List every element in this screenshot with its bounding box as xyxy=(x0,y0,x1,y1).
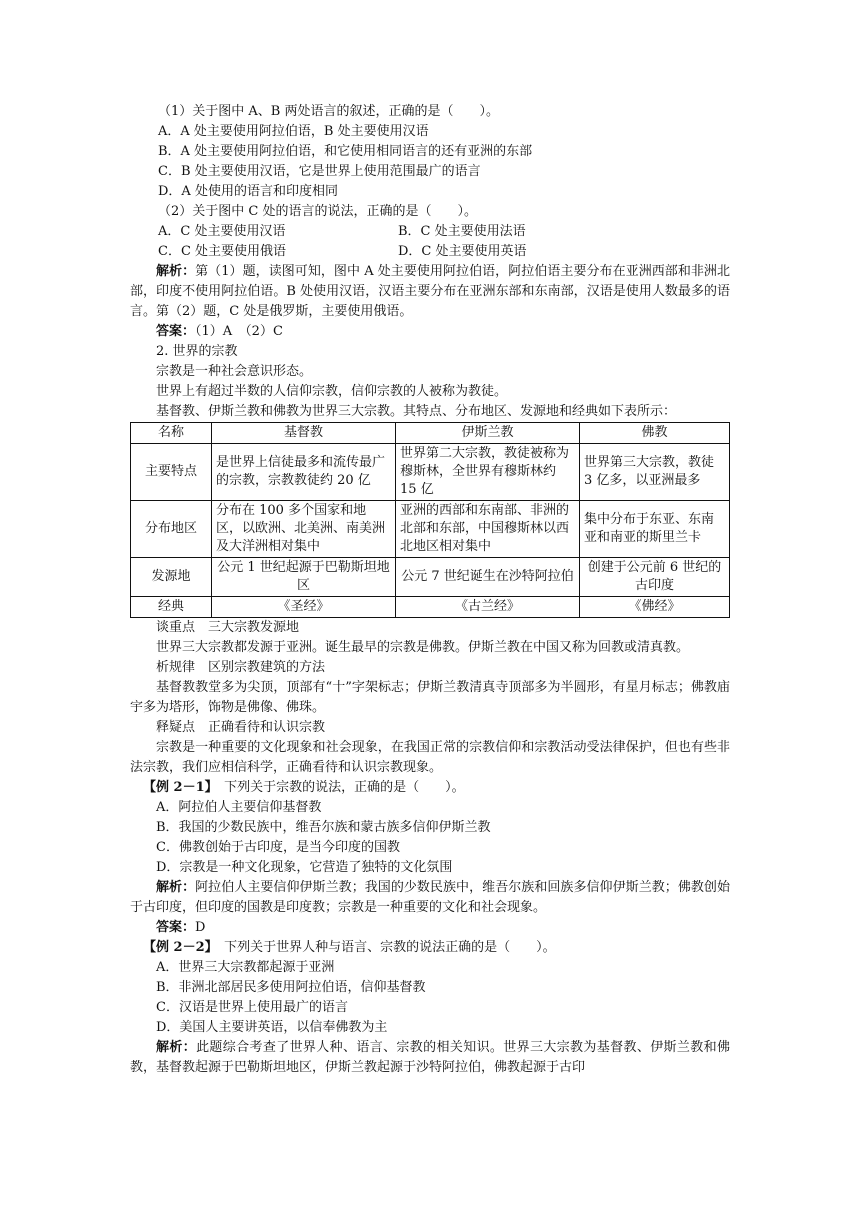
table-cell: 《佛经》 xyxy=(580,597,730,618)
analysis-label: 解析： xyxy=(156,264,196,279)
table-cell: 《古兰经》 xyxy=(396,597,580,618)
example-2-2-option-c: C．汉语是世界上使用最广的语言 xyxy=(156,1000,348,1015)
example-2-2-option-b: B．非洲北部居民多使用阿拉伯语，信仰基督教 xyxy=(156,980,426,995)
example-2-2-option-d: D．美国人主要讲英语，以信奉佛教为主 xyxy=(156,1020,388,1035)
question-1-option-b: B．A 处主要使用阿拉伯语，和它使用相同语言的还有亚洲的东部 xyxy=(158,144,533,159)
example-2-1-stem xyxy=(130,778,730,798)
table-cell: 世界第三大宗教，教徒 3 亿多，以亚洲最多 xyxy=(580,444,730,501)
table-row-name: 分布地区 xyxy=(131,501,212,558)
table-cell: 《圣经》 xyxy=(212,597,396,618)
table-cell: 是世界上信徒最多和流传最广的宗教，宗教教徒约 20 亿 xyxy=(212,444,396,501)
table-cell: 集中分布于东亚、东南亚和南亚的斯里兰卡 xyxy=(580,501,730,558)
question-2-options-row-1 xyxy=(130,222,730,242)
table-cell: 亚洲的西部和东南部、非洲的北部和东部，中国穆斯林以西北地区相对集中 xyxy=(396,501,580,558)
table-header: 伊斯兰教 xyxy=(396,423,580,444)
doubt-text: 宗教是一种重要的文化现象和社会现象，在我国正常的宗教信仰和宗教活动受法律保护，但也有些非法宗教，我们应相信科学，正确看待和认识宗教现象。 xyxy=(130,740,730,775)
question-2-stem: （2）关于图中 C 处的语言的说法，正确的是（ ）。 xyxy=(158,204,477,219)
question-2-option-d: D．C 处主要使用英语 xyxy=(398,244,527,259)
example-2-1-option-c: C．佛教创始于古印度，是当今印度的国教 xyxy=(156,840,400,855)
section-2-paragraph-2: 世界上有超过半数的人信仰宗教，信仰宗教的人被称为教徒。 xyxy=(156,384,508,399)
example-2-2-analysis xyxy=(130,1038,730,1078)
analysis-text: 第（1）题，读图可知，图中 A 处主要使用阿拉伯语，阿拉伯语主要分布在亚洲西部和非洲北部，印度不使用阿拉伯语。B 处使用汉语，汉语主要分布在亚洲东部和东南部，汉语是使用人数最多的语言。第（2）题，C 处是俄罗斯，主要使用俄语。 xyxy=(130,264,730,319)
doubt-title: 释疑点 正确看待和认识宗教 xyxy=(156,720,326,735)
table-cell: 公元 7 世纪诞生在沙特阿拉伯 xyxy=(396,558,580,597)
table-cell: 创建于公元前 6 世纪的古印度 xyxy=(580,558,730,597)
analysis-text: 此题综合考查了世界人种、语言、宗教的相关知识。世界三大宗教为基督教、伊斯兰教和佛教，基督教起源于巴勒斯坦地区，伊斯兰教起源于沙特阿拉伯，佛教起源于古印 xyxy=(130,1040,730,1075)
example-2-2-stem xyxy=(130,938,730,958)
document-page xyxy=(130,102,730,1078)
table-row xyxy=(131,444,730,501)
example-2-2-option-a: A．世界三大宗教都起源于亚洲 xyxy=(156,960,335,975)
question-1-stem: （1）关于图中 A、B 两处语言的叙述，正确的是（ ）。 xyxy=(158,104,499,119)
key-point-text: 世界三大宗教都发源于亚洲。诞生最早的宗教是佛教。伊斯兰教在中国又称为回教或清真教。 xyxy=(156,640,690,655)
analysis-label: 解析： xyxy=(156,1040,197,1055)
table-row-name: 经典 xyxy=(131,597,212,618)
example-2-1-option-a: A．阿拉伯人主要信仰基督教 xyxy=(156,800,322,815)
analysis-1 xyxy=(130,262,730,322)
example-2-1-option-b: B．我国的少数民族中，维吾尔族和蒙古族多信仰伊斯兰教 xyxy=(156,820,491,835)
table-row-name: 发源地 xyxy=(131,558,212,597)
rule-title: 析规律 区别宗教建筑的方法 xyxy=(156,660,326,675)
table-row xyxy=(131,597,730,618)
rule-text: 基督教教堂多为尖顶，顶部有“十”字架标志；伊斯兰教清真寺顶部多为半圆形，有星月标志；佛教庙宇多为塔形，饰物是佛像、佛珠。 xyxy=(130,680,730,715)
question-2-options-row-2 xyxy=(130,242,730,262)
example-stem: 下列关于世界人种与语言、宗教的说法正确的是（ ）。 xyxy=(224,940,556,955)
example-label: 【例 2－2】 xyxy=(143,940,212,955)
example-2-1-analysis xyxy=(130,878,730,918)
table-row-name: 主要特点 xyxy=(131,444,212,501)
question-2-option-c: C．C 处主要使用俄语 xyxy=(158,244,287,259)
table-cell: 世界第二大宗教，教徒被称为穆斯林，全世界有穆斯林约 15 亿 xyxy=(396,444,580,501)
table-header: 佛教 xyxy=(580,423,730,444)
analysis-text: 阿拉伯人主要信仰伊斯兰教；我国的少数民族中，维吾尔族和回族多信仰伊斯兰教；佛教创始于古印度，但印度的国教是印度教；宗教是一种重要的文化和社会现象。 xyxy=(130,880,730,915)
example-2-1-answer xyxy=(130,918,730,938)
table-cell: 分布在 100 多个国家和地区，以欧洲、北美洲、南美洲及大洋洲相对集中 xyxy=(212,501,396,558)
table-header: 名称 xyxy=(131,423,212,444)
answer-label: 答案： xyxy=(156,920,196,935)
question-1-option-a: A．A 处主要使用阿拉伯语，B 处主要使用汉语 xyxy=(158,124,429,139)
table-header-row xyxy=(131,423,730,444)
question-2-option-a: A．C 处主要使用汉语 xyxy=(158,224,286,239)
example-stem: 下列关于宗教的说法，正确的是（ ）。 xyxy=(224,780,465,795)
table-cell: 公元 1 世纪起源于巴勒斯坦地区 xyxy=(212,558,396,597)
religion-table xyxy=(130,422,730,618)
question-1-option-d: D．A 处使用的语言和印度相同 xyxy=(158,184,338,199)
section-2-paragraph-1: 宗教是一种社会意识形态。 xyxy=(156,364,313,379)
table-row xyxy=(131,501,730,558)
key-point-title: 谈重点 三大宗教发源地 xyxy=(156,620,300,635)
section-2-paragraph-3: 基督教、伊斯兰教和佛教为世界三大宗教。其特点、分布地区、发源地和经典如下表所示： xyxy=(156,404,677,419)
question-1-option-c: C．B 处主要使用汉语，它是世界上使用范围最广的语言 xyxy=(158,164,481,179)
section-2-heading: 2. 世界的宗教 xyxy=(156,344,238,359)
example-2-1-option-d: D．宗教是一种文化现象，它营造了独特的文化氛围 xyxy=(156,860,453,875)
example-label: 【例 2－1】 xyxy=(143,780,212,795)
answer-label: 答案： xyxy=(156,324,196,339)
table-row xyxy=(131,558,730,597)
answer-text: （1）A （2）C xyxy=(195,324,283,339)
question-2-option-b: B．C 处主要使用法语 xyxy=(398,224,526,239)
answer-1 xyxy=(130,322,730,342)
analysis-label: 解析： xyxy=(156,880,196,895)
table-header: 基督教 xyxy=(212,423,396,444)
answer-text: D xyxy=(195,920,206,935)
